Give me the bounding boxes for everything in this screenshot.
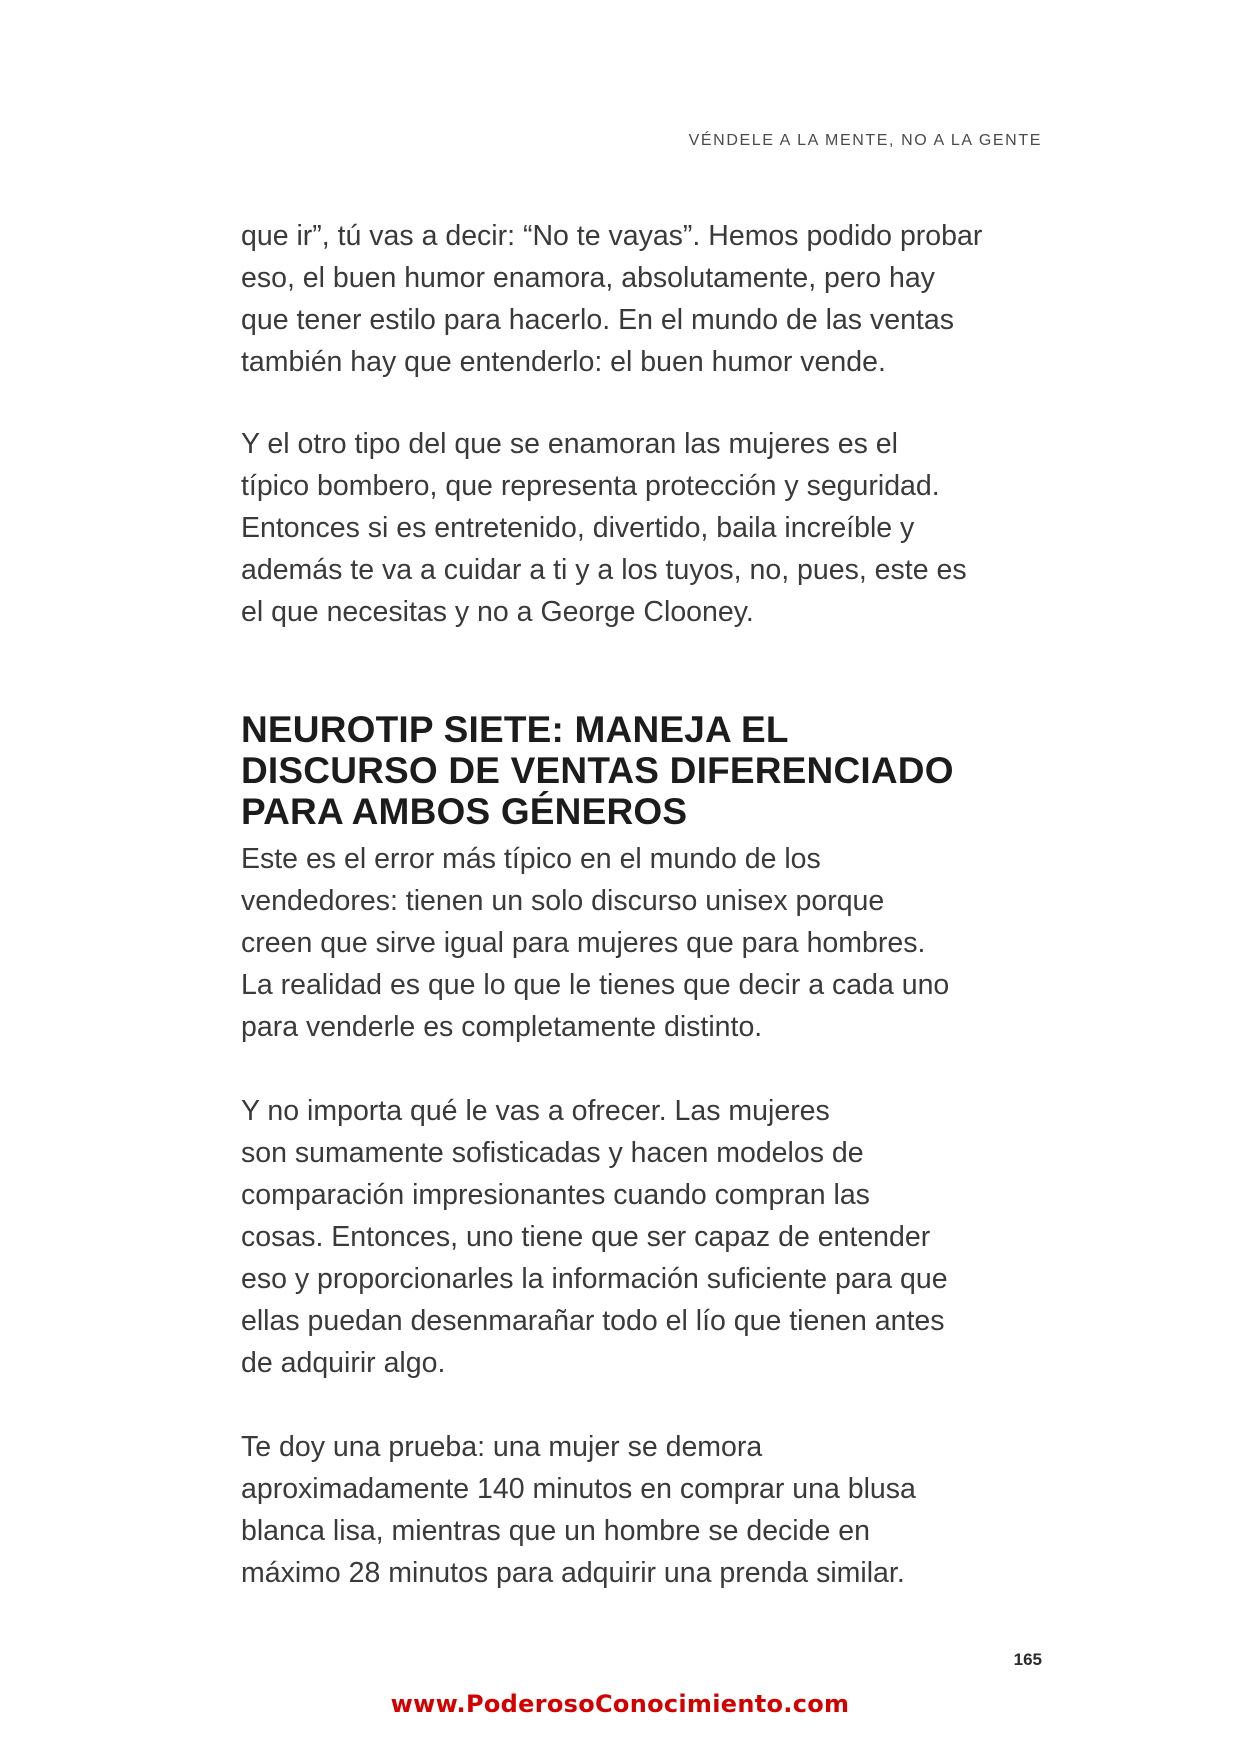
text-line: que ir”, tú vas a decir: “No te vayas”. Hemos podido probar <box>241 220 983 252</box>
text-line: que tener estilo para hacerlo. En el mundo de las ventas <box>241 304 954 336</box>
text-line: máximo 28 minutos para adquirir una prenda similar. <box>241 1557 905 1589</box>
text-line: para venderle es completamente distinto. <box>241 1011 763 1043</box>
paragraph-error <box>241 838 1071 1048</box>
text-line: Y el otro tipo del que se enamoran las mujeres es el <box>241 428 898 460</box>
heading-line: NEUROTIP SIETE: MANEJA EL <box>241 709 789 750</box>
text-line: cosas. Entonces, uno tiene que ser capaz de entender <box>241 1221 931 1253</box>
page-content <box>241 215 1071 1594</box>
text-line: de adquirir algo. <box>241 1347 446 1379</box>
text-line: ellas puedan desenmarañar todo el lío que tienen antes <box>241 1305 945 1337</box>
text-line: La realidad es que lo que le tienes que decir a cada uno <box>241 969 950 1001</box>
paragraph-prueba <box>241 1426 1071 1594</box>
text-line: eso y proporcionarles la información suficiente para que <box>241 1263 948 1295</box>
paragraph-humor <box>241 215 1071 383</box>
text-line: Entonces si es entretenido, divertido, baila increíble y <box>241 512 915 544</box>
text-line: típico bombero, que representa protección y seguridad. <box>241 470 940 502</box>
section-heading <box>241 709 1071 832</box>
text-line: comparación impresionantes cuando compran las <box>241 1179 870 1211</box>
text-line: Y no importa qué le vas a ofrecer. Las mujeres <box>241 1095 830 1127</box>
text-line: el que necesitas y no a George Clooney. <box>241 596 754 628</box>
heading-line: PARA AMBOS GÉNEROS <box>241 791 688 832</box>
heading-line: DISCURSO DE VENTAS DIFERENCIADO <box>241 750 954 791</box>
running-header: VÉNDELE A LA MENTE, NO A LA GENTE <box>688 132 1042 149</box>
text-line: Te doy una prueba: una mujer se demora <box>241 1431 763 1463</box>
paragraph-bombero <box>241 423 1071 633</box>
text-line: eso, el buen humor enamora, absolutamente, pero hay <box>241 262 935 294</box>
text-line: aproximadamente 140 minutos en comprar una blusa <box>241 1473 916 1505</box>
text-line: creen que sirve igual para mujeres que para hombres. <box>241 927 926 959</box>
text-line: además te va a cuidar a ti y a los tuyos, no, pues, este es <box>241 554 967 586</box>
text-line: Este es el error más típico en el mundo de los <box>241 843 821 875</box>
text-line: blanca lisa, mientras que un hombre se decide en <box>241 1515 870 1547</box>
watermark-url: www.PoderosoConocimiento.com <box>390 1690 850 1718</box>
text-line: también hay que entenderlo: el buen humor vende. <box>241 346 886 378</box>
paragraph-sofisticadas <box>241 1090 1071 1384</box>
page-number: 165 <box>1013 1650 1042 1669</box>
text-line: son sumamente sofisticadas y hacen modelos de <box>241 1137 864 1169</box>
text-line: vendedores: tienen un solo discurso unisex porque <box>241 885 885 917</box>
